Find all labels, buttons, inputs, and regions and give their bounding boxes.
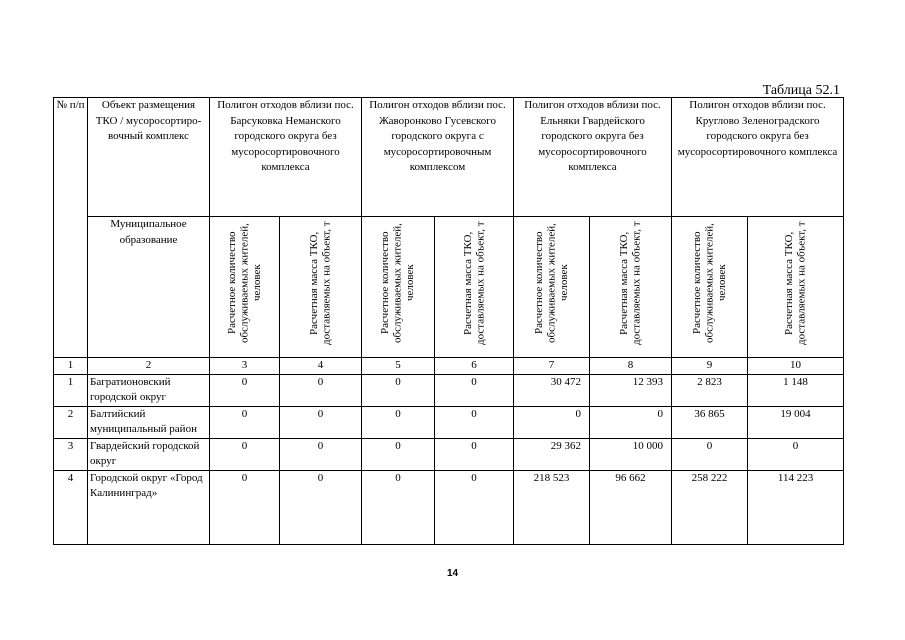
header-group-4: Полигон отходов вблизи пос. Круглово Зеленоградского городского округа без мусоросортировочного комплекса xyxy=(672,98,844,217)
column-number: 7 xyxy=(514,358,590,375)
cell-value: 0 xyxy=(280,470,362,544)
cell-value: 218 523 xyxy=(514,470,590,544)
header-no: № п/п xyxy=(54,98,88,358)
cell-value: 0 xyxy=(435,438,514,470)
cell-value: 0 xyxy=(362,470,435,544)
cell-value: 12 393 xyxy=(590,374,672,406)
row-number: 4 xyxy=(54,470,88,544)
municipality-name: Гвардейский городской округ xyxy=(88,438,210,470)
column-number: 8 xyxy=(590,358,672,375)
subheader-people-1: Расчетное количество обслуживаемых жителей, человек xyxy=(225,223,263,343)
header-object: Объект размещения ТКО / мусоросортиро-вочный комплекс xyxy=(88,98,210,217)
cell-value: 0 xyxy=(210,470,280,544)
table-row xyxy=(54,374,844,406)
cell-value: 114 223 xyxy=(748,470,844,544)
cell-value: 0 xyxy=(280,374,362,406)
column-number: 4 xyxy=(280,358,362,375)
subheader-mass-3: Расчетная масса ТКО, доставляемых на объект, т xyxy=(618,221,643,345)
cell-value: 0 xyxy=(672,438,748,470)
column-number: 2 xyxy=(88,358,210,375)
column-number: 1 xyxy=(54,358,88,375)
cell-value: 0 xyxy=(435,374,514,406)
subheader-mass-1: Расчетная масса ТКО, доставляемых на объект, т xyxy=(308,221,333,345)
cell-value: 0 xyxy=(362,406,435,438)
header-group-3: Полигон отходов вблизи пос. Ельняки Гвардейского городского округа без мусоросортировочного комплекса xyxy=(514,98,672,217)
cell-value: 19 004 xyxy=(748,406,844,438)
row-number: 2 xyxy=(54,406,88,438)
municipality-name: Багратионовский городской округ xyxy=(88,374,210,406)
table-row xyxy=(54,406,844,438)
column-number: 3 xyxy=(210,358,280,375)
cell-value: 10 000 xyxy=(590,438,672,470)
column-number: 5 xyxy=(362,358,435,375)
table-row xyxy=(54,438,844,470)
cell-value: 36 865 xyxy=(672,406,748,438)
cell-value: 0 xyxy=(210,438,280,470)
cell-value: 29 362 xyxy=(514,438,590,470)
cell-value: 0 xyxy=(435,470,514,544)
cell-value: 0 xyxy=(210,406,280,438)
subheader-people-4: Расчетное количество обслуживаемых жителей, человек xyxy=(690,223,728,343)
cell-value: 0 xyxy=(435,406,514,438)
subheader-people-2: Расчетное количество обслуживаемых жителей, человек xyxy=(379,223,417,343)
cell-value: 0 xyxy=(748,438,844,470)
page-number: 14 xyxy=(446,568,459,579)
column-number: 6 xyxy=(435,358,514,375)
subheader-mass-4: Расчетная масса ТКО, доставляемых на объект, т xyxy=(783,221,808,345)
cell-value: 1 148 xyxy=(748,374,844,406)
cell-value: 0 xyxy=(362,438,435,470)
cell-value: 96 662 xyxy=(590,470,672,544)
table-caption: Таблица 52.1 xyxy=(762,83,840,98)
table-row xyxy=(54,470,844,544)
cell-value: 0 xyxy=(280,406,362,438)
header-group-1: Полигон отходов вблизи пос. Барсуковка Неманского городского округа без мусоросортировочного комплекса xyxy=(210,98,362,217)
municipality-name: Балтийский муниципальный район xyxy=(88,406,210,438)
subheader-people-3: Расчетное количество обслуживаемых жителей, человек xyxy=(532,223,570,343)
column-number: 10 xyxy=(748,358,844,375)
cell-value: 0 xyxy=(210,374,280,406)
municipality-name: Городской округ «Город Калининград» xyxy=(88,470,210,544)
cell-value: 0 xyxy=(362,374,435,406)
cell-value: 0 xyxy=(280,438,362,470)
column-number: 9 xyxy=(672,358,748,375)
waste-distribution-table xyxy=(53,97,844,545)
cell-value: 30 472 xyxy=(514,374,590,406)
header-group-2: Полигон отходов вблизи пос. Жаворонково Гусевского городского округа с мусоросортировочным комплексом xyxy=(362,98,514,217)
row-number: 3 xyxy=(54,438,88,470)
cell-value: 0 xyxy=(590,406,672,438)
cell-value: 0 xyxy=(514,406,590,438)
cell-value: 2 823 xyxy=(672,374,748,406)
header-municipality: Муниципальное образование xyxy=(88,217,210,358)
cell-value: 258 222 xyxy=(672,470,748,544)
subheader-mass-2: Расчетная масса ТКО, доставляемых на объект, т xyxy=(461,221,487,345)
row-number: 1 xyxy=(54,374,88,406)
column-number-row xyxy=(54,358,844,375)
